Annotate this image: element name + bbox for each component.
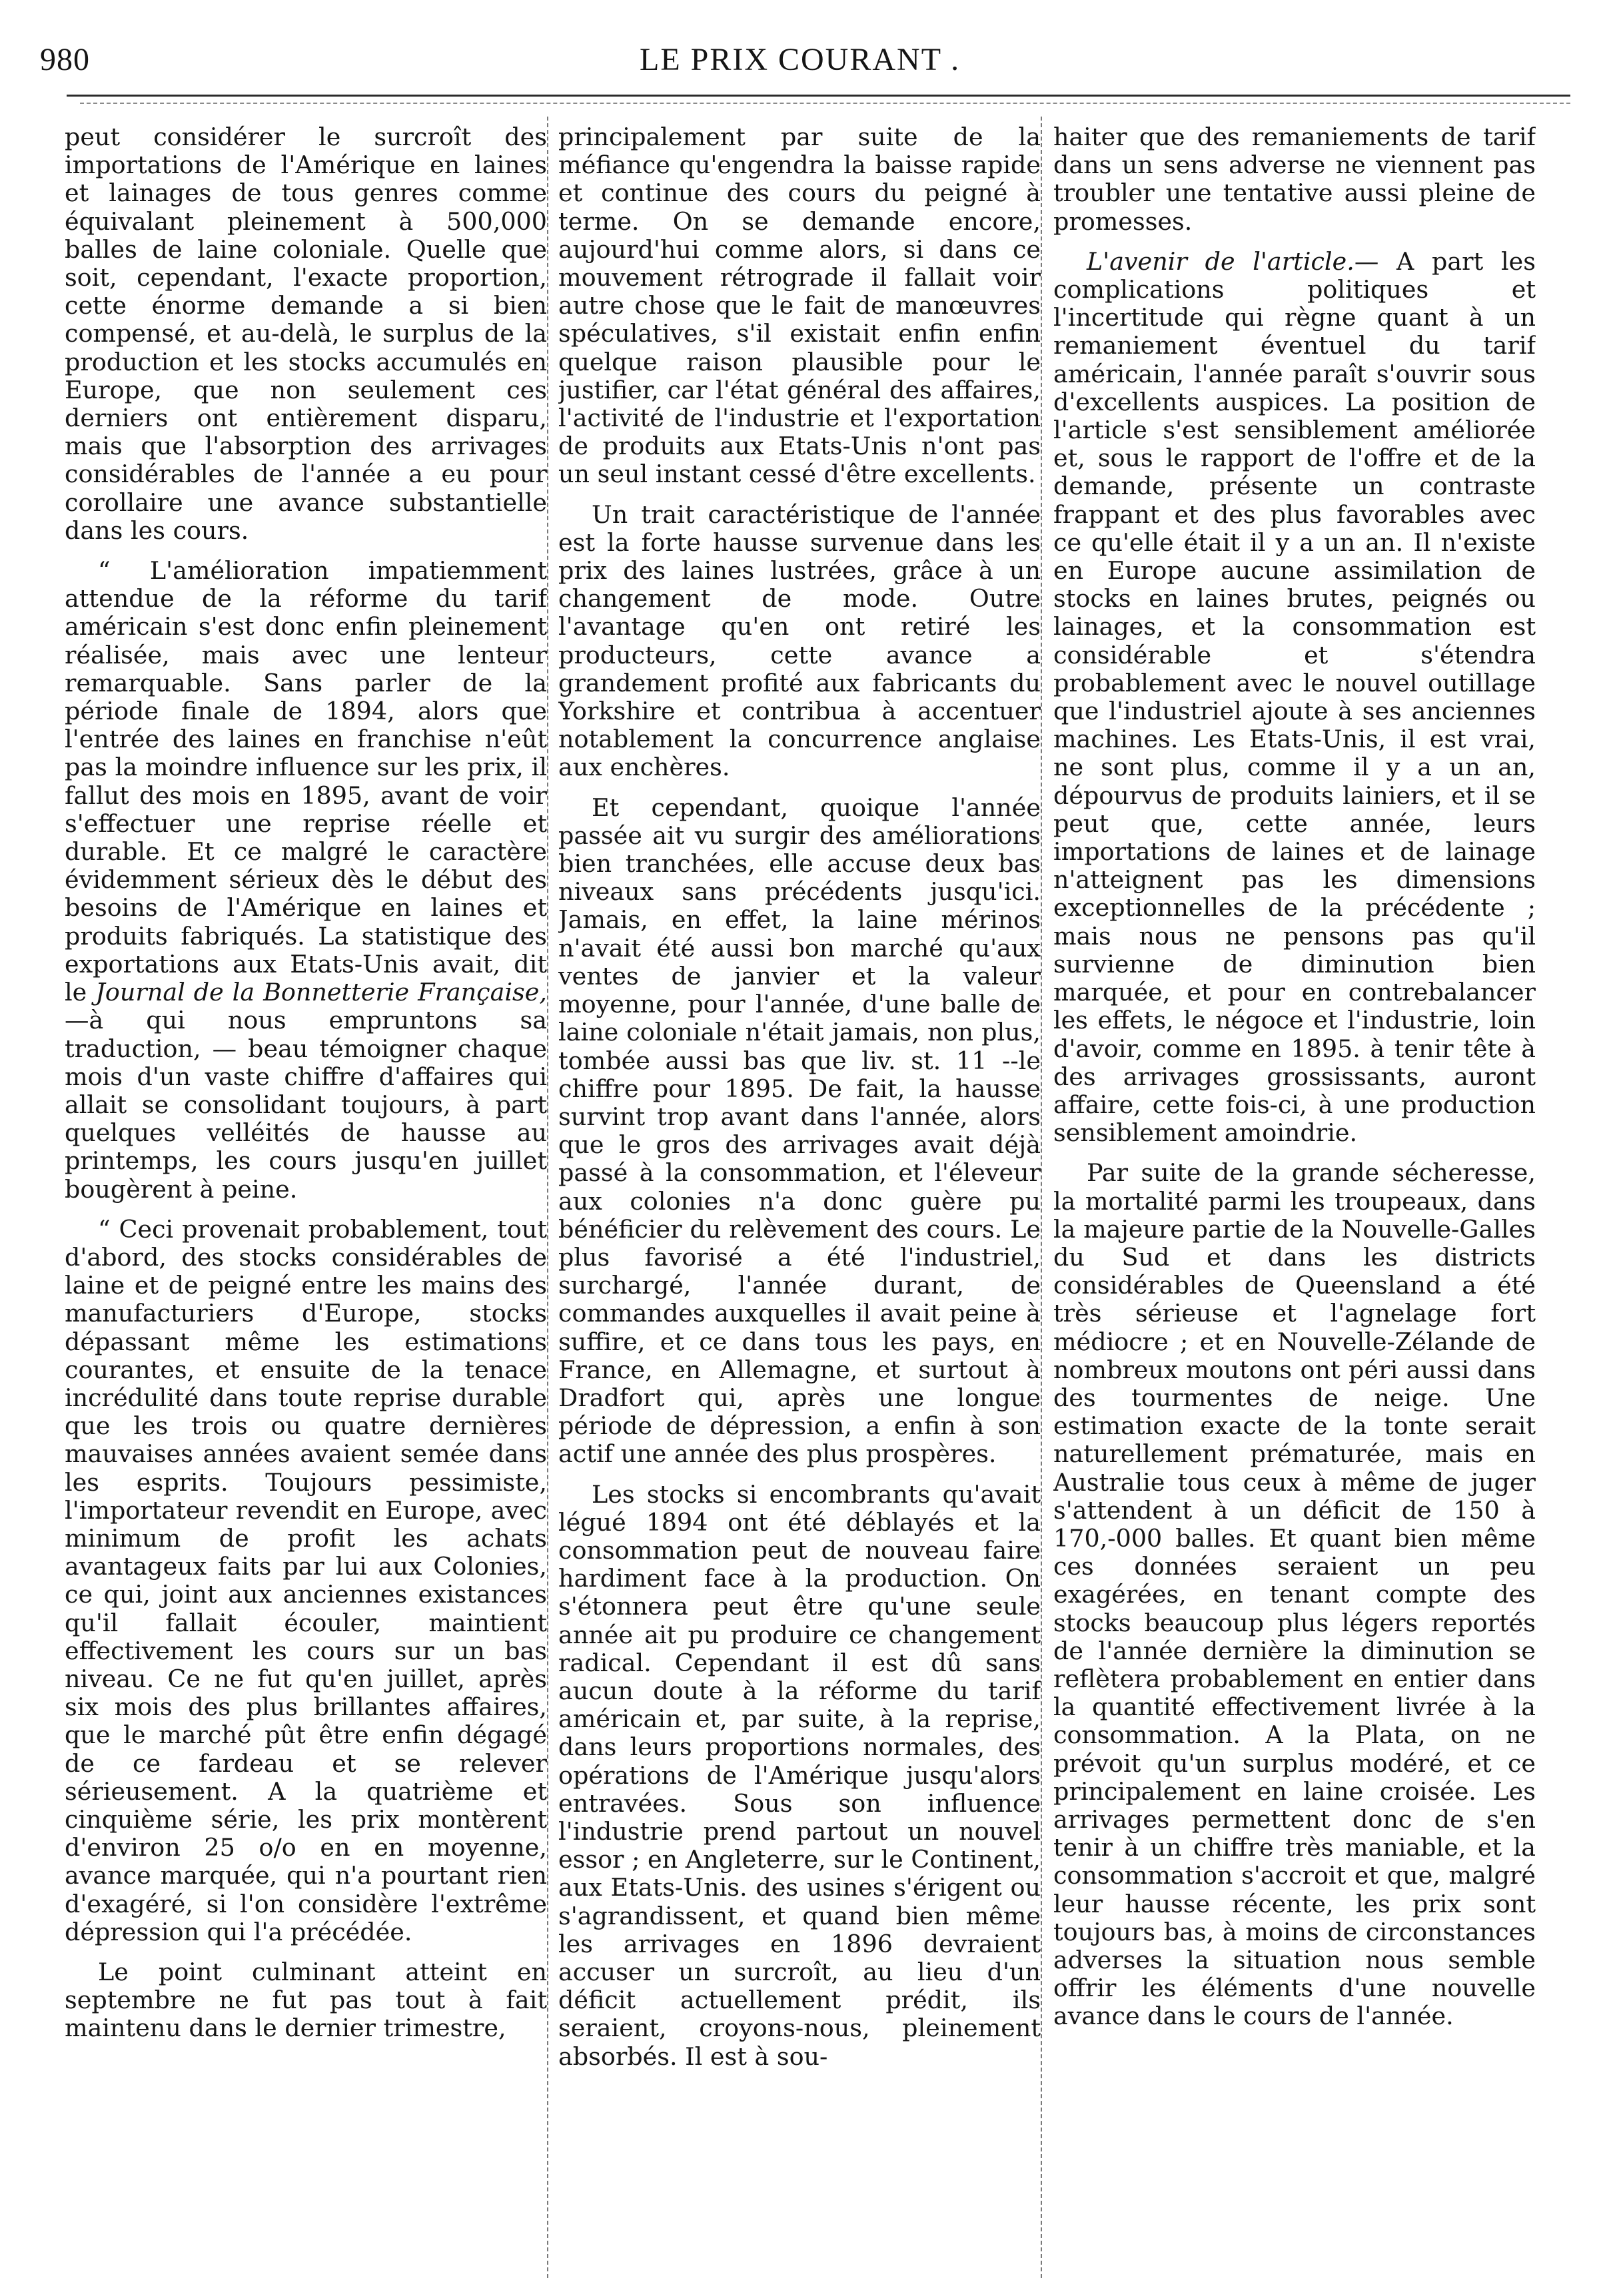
column-divider [1041,117,1042,2278]
paragraph: Par suite de la grande sécheresse, la mortalité parmi les troupeaux, dans la majeure partie de la Nouvelle-Galles du Sud et dans les districts considérables de Queensland a été très sérieuse et l'agnelage fort médiocre ; et en Nouvelle-Zélande de nombreux moutons ont péri aussi dans des tourmentes de neige. Une estimation exacte de la tonte serait naturellement prématurée, mais en Australie tous ceux à même de juger s'attendent à un déficit de 150 à 170,-000 balles. Et quant bien même ces données seraient un peu exagérées, en tenant compte des stocks beaucoup plus légers reportés de l'année dernière la diminution se reflètera probablement en entier dans la quantité effectivement livrée à la consommation. A la Plata, on ne prévoit qu'un surplus modéré, et ce principalement en laine croisée. Les arrivages permettent donc de s'en tenir à un chiffre très maniable, et la consommation s'accroit et que, malgré leur hausse récente, les prix sont toujours bas, à moins de circonstances adverses la situation nous semble offrir les éléments d'une nouvelle avance dans le cours de l'année. [1053,1158,1536,2031]
header-dashed-rule [80,103,1570,104]
paragraph: Le point culminant atteint en septembre ne fut pas tout à fait maintenu dans le dernier trimestre, [65,1958,547,2043]
section-heading: L'avenir de l'article. [1087,246,1354,276]
header-rule [67,95,1570,97]
paragraph: Et cependant, quoique l'année passée ait vu surgir des améliorations bien tranchées, elle accuse deux bas niveaux sans précédents jusqu'ici. Jamais, en effet, la laine mérinos n'avait été aussi bon marché qu'aux ventes de janvier et la valeur moyenne, pour l'année, d'une balle de laine coloniale n'était jamais, non plus, tombée aussi bas que liv. st. 11 --le chiffre pour 1895. De fait, la hausse survint trop avant dans l'année, alors que le gros des arrivages avait déjà passé à la consommation, et l'éleveur aux colonies n'a donc guère pu bénéficier du relèvement des cours. Le plus favorisé a été l'industriel, surchargé, l'année durant, de commandes auxquelles il avait peine à suffire, et ce dans tous les pays, en France, en Allemagne, et surtout à Dradfort qui, après une longue période de dépression, a enfin à son actif une année des plus prospères. [558,793,1041,1469]
paragraph-text: “ L'amélioration impatiemment attendue de la réforme du tarif américain s'est donc enfin pleinement réalisée, mais avec une lenteur remarquable. Sans parler de la période finale de 1894, alors que l'entrée des laines en franchise n'eût pas la moindre influence sur les prix, il fallut des mois en 1895, avant de voir s'effectuer une reprise réelle et durable. Et ce malgré le caractère évidemment sérieux dès le début des besoins de l'Amérique en laines et produits fabriqués. La statistique des exportations aux Etats-Unis avait, dit le [65,556,547,1007]
paragraph [65,557,547,1204]
paragraph: Un trait caractéristique de l'année est la forte hausse survenue dans les prix des laines lustrées, grâce à un changement de mode. Outre l'avantage qu'en ont retiré les producteurs, cette avance a grandement profité aux fabricants du Yorkshire et contribua à accentuer notablement la concurrence anglaise aux enchères. [558,500,1041,782]
paragraph-text-continued: —à qui nous empruntons sa traduction, — beau témoigner chaque mois d'un vaste chiffre d'affaires qui allait se consolidant toujours, à part quelques velléités de hausse au printemps, les cours jusqu'en juillet bougèrent à peine. [65,1006,547,1204]
paragraph: peut considérer le surcroît des importations de l'Amérique en laines et lainages de tous genres comme équivalant pleinement à 500,000 balles de laine coloniale. Quelle que soit, cependant, l'exacte proportion, cette énorme demande a si bien compensé, et au-delà, le surplus de la production et les stocks accumulés en Europe, que non seulement ces derniers ont entièrement disparu, mais que l'absorption des arrivages considérables de l'année a eu pour corollaire une avance substantielle dans les cours. [65,123,547,545]
page-number: 980 [40,42,90,77]
paragraph: principalement par suite de la méfiance qu'engendra la baisse rapide et continue des cours du peigné à terme. On se demande encore, aujourd'hui comme alors, si dans ce mouvement rétrograde il fallait voir autre chose que le fait de manœuvres spéculatives, s'il existait enfin enfin quelque raison plausible pour le justifier, car l'état général des affaires, l'activité de l'industrie et l'exportation de produits aux Etats-Unis n'ont pas un seul instant cessé d'être excellents. [558,123,1041,489]
column-1 [65,123,547,2255]
journal-citation: Journal de la Bonnetterie Française, [95,978,547,1007]
paragraph: Les stocks si encombrants qu'avait légué 1894 ont été déblayés et la consommation peut de nouveau faire hardiment face à la production. On s'étonnera peut être qu'une seule année ait pu produire ce changement radical. Cependant il est dû sans aucun doute à la réforme du tarif américain et, par suite, à la reprise, dans leurs proportions normales, des opérations de l'Amérique jusqu'alors entravées. Sous son influence l'industrie prend partout un nouvel essor ; en Angleterre, sur le Continent, aux Etats-Unis. des usines s'érigent ou s'agrandissent, et quand bien même les arrivages en 1896 devraient accuser un surcroît, au lieu d'un déficit actuellement prédit, ils seraient, croyons-nous, pleinement absorbés. Il est à sou- [558,1479,1041,2071]
column-3 [1053,123,1536,2255]
paragraph-text: — A part les complications politiques et l'incertitude qui règne quant à un remaniement éventuel du tarif américain, l'année paraît s'ouvrir sous d'excellents auspices. La position de l'article s'est sensiblement améliorée et, sous le rapport de l'offre et de la demande, présente un contraste frappant et des plus favorables avec ce qu'elle était il y a un an. Il n'existe en Europe aucune assimilation de stocks en laines brutes, peignés ou lainages, et la consommation est considérable et s'étendra probablement avec le nouvel outillage que l'industriel ajoute à ses anciennes machines. Les Etats-Unis, il est vrai, ne sont plus, comme il y a un an, dépourvus de produits lainiers, et il se peut que, cette année, leurs importations de laines et de lainage n'atteignent pas les dimensions exceptionnelles de la précédente ; mais nous ne pensons pas qu'il survienne de diminution bien marquée, et pour en contrebalancer les effets, le négoce et l'industrie, loin d'avoir, comme en 1895. à tenir tête à des arrivages grossissants, auront affaire, cette fois-ci, à une production sensiblement amoindrie. [1053,246,1536,1148]
column-2 [558,123,1041,2255]
paragraph [1053,248,1536,1148]
journal-title: LE PRIX COURANT . [640,42,961,77]
paragraph: haiter que des remaniements de tarif dans un sens adverse ne viennent pas troubler une tentative aussi pleine de promesses. [1053,123,1536,236]
column-divider [547,117,548,2278]
paragraph: “ Ceci provenait probablement, tout d'abord, des stocks considérables de laine et de peigné entre les mains des manufacturiers d'Europe, stocks dépassant même les estimations courantes, et ensuite de la tenace incrédulité dans toute reprise durable que les trois ou quatre dernières mauvaises années avaient semée dans les esprits. Toujours pessimiste, l'importateur revendit en Europe, avec minimum de profit les achats avantageux faits par lui aux Colonies, ce qui, joint aux anciennes existances qu'il fallait écouler, maintient effectivement les cours sur un bas niveau. Ce ne fut qu'en juillet, après six mois des plus brillantes affaires, que le marché pût être enfin dégagé de ce fardeau et se relever sérieusement. A la quatrième et cinquième série, les prix montèrent d'environ 25 o/o en en moyenne, avance marquée, qui n'a pourtant rien d'exagéré, si l'on considère l'extrême dépression qui l'a précédée. [65,1214,547,1946]
